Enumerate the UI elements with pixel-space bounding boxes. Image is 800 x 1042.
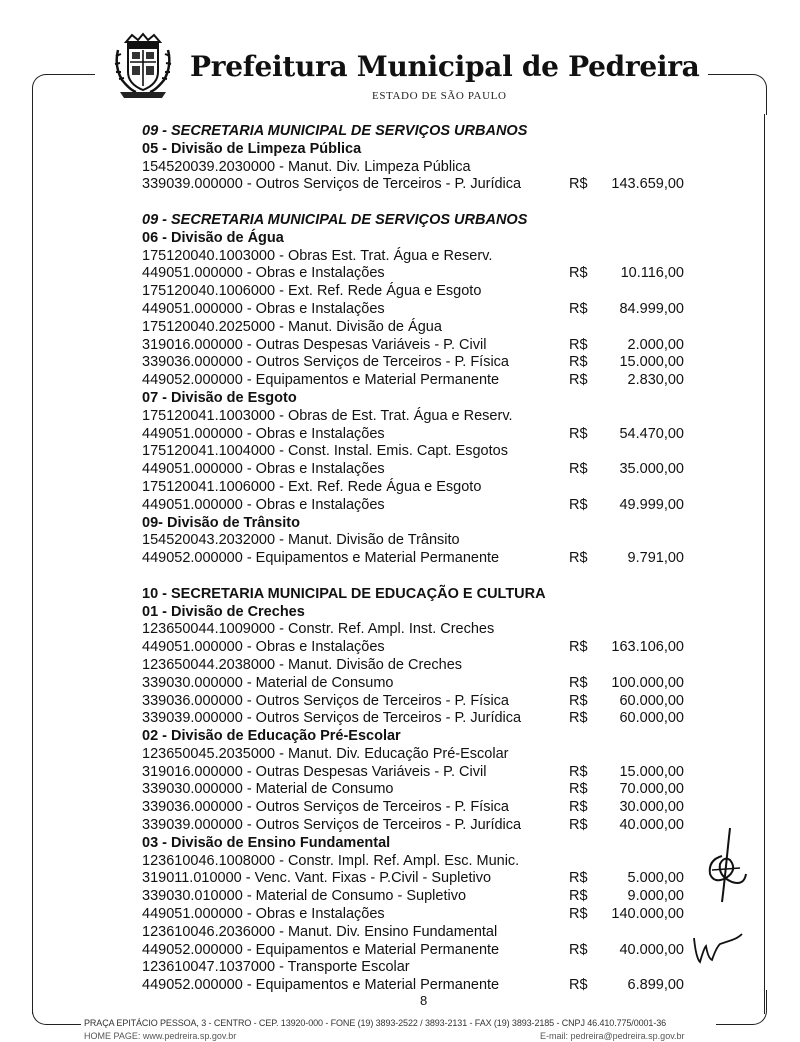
line-amount: 35.000,00	[619, 461, 684, 478]
line-text: 449052.000000 - Equipamentos e Material Permanente	[142, 977, 500, 994]
frame-corner-top-left	[32, 74, 95, 115]
budget-line	[142, 283, 702, 301]
budget-line	[142, 764, 702, 782]
line-text: 319016.000000 - Outras Despesas Variáveis - P. Civil	[142, 336, 487, 353]
handwritten-signature-icon	[700, 826, 748, 906]
line-text: 06 - Divisão de Água	[142, 229, 284, 246]
currency-symbol: R$	[569, 336, 588, 353]
line-text: 175120041.1004000 - Const. Instal. Emis. Capt. Esgotos	[142, 443, 508, 460]
line-amount: 15.000,00	[619, 354, 684, 371]
budget-line	[142, 621, 702, 639]
division-heading	[142, 230, 702, 248]
line-text: 449052.000000 - Equipamentos e Material Permanente	[142, 372, 500, 389]
budget-line	[142, 781, 702, 799]
currency-symbol: R$	[569, 674, 588, 691]
line-amount: 40.000,00	[619, 817, 684, 834]
currency-symbol: R$	[569, 763, 588, 780]
line-amount: 9.791,00	[627, 550, 684, 567]
budget-line	[142, 942, 702, 960]
secretariat-heading	[142, 212, 702, 230]
line-text: 123650044.2038000 - Manut. Divisão de Creches	[142, 656, 463, 673]
budget-line	[142, 443, 702, 461]
line-amount: 163.106,00	[611, 639, 684, 656]
line-amount: 40.000,00	[619, 941, 684, 958]
line-text: 175120040.2025000 - Manut. Divisão de Água	[142, 318, 442, 335]
currency-symbol: R$	[569, 870, 588, 887]
frame-right-border	[764, 114, 765, 1014]
line-text: 175120041.1006000 - Ext. Ref. Rede Água e Esgoto	[142, 478, 482, 495]
page-number: 8	[420, 993, 428, 1008]
budget-line	[142, 248, 702, 266]
currency-symbol: R$	[569, 372, 588, 389]
currency-symbol: R$	[569, 496, 588, 513]
budget-line	[142, 746, 702, 764]
budget-line	[142, 532, 702, 550]
line-amount: 140.000,00	[611, 906, 684, 923]
footer-address: PRAÇA EPITÁCIO PESSOA, 3 - CENTRO - CEP. 13920-000 - FONE (19) 3893-2522 / 3893-2131 - FAX (19) 3893-2185 - CNPJ 46.410.775/0001-36	[84, 1018, 667, 1028]
line-text: 154520043.2032000 - Manut. Divisão de Trânsito	[142, 532, 460, 549]
currency-symbol: R$	[569, 265, 588, 282]
line-text: 339030.010000 - Material de Consumo - Supletivo	[142, 888, 467, 905]
budget-line	[142, 337, 702, 355]
line-text: 449051.000000 - Obras e Instalações	[142, 300, 385, 317]
currency-symbol: R$	[569, 461, 588, 478]
secretariat-heading	[142, 123, 702, 141]
currency-symbol: R$	[569, 781, 588, 798]
currency-symbol: R$	[569, 799, 588, 816]
municipal-crest-icon	[112, 32, 174, 100]
spacer	[142, 194, 702, 212]
currency-symbol: R$	[569, 888, 588, 905]
line-text: 449051.000000 - Obras e Instalações	[142, 496, 385, 513]
currency-symbol: R$	[569, 176, 588, 193]
line-text: 319011.010000 - Venc. Vant. Fixas - P.Civil - Supletivo	[142, 870, 492, 887]
line-amount: 30.000,00	[619, 799, 684, 816]
secretariat-heading	[142, 586, 702, 604]
budget-line	[142, 853, 702, 871]
line-text: 339030.000000 - Material de Consumo	[142, 781, 394, 798]
line-text: 449051.000000 - Obras e Instalações	[142, 265, 385, 282]
handwritten-initials-icon	[690, 928, 744, 968]
division-heading	[142, 390, 702, 408]
division-heading	[142, 515, 702, 533]
line-text: 123650045.2035000 - Manut. Div. Educação Pré-Escolar	[142, 745, 509, 762]
line-text: 123650044.1009000 - Constr. Ref. Ampl. Inst. Creches	[142, 621, 495, 638]
budget-line	[142, 497, 702, 515]
line-amount: 60.000,00	[619, 710, 684, 727]
budget-line	[142, 906, 702, 924]
line-amount: 6.899,00	[627, 977, 684, 994]
currency-symbol: R$	[569, 692, 588, 709]
line-text: 339036.000000 - Outros Serviços de Terceiros - P. Física	[142, 799, 509, 816]
budget-line	[142, 924, 702, 942]
footer-homepage: HOME PAGE: www.pedreira.sp.gov.br	[84, 1031, 237, 1041]
frame-corner-bottom-left	[32, 990, 81, 1025]
line-amount: 84.999,00	[619, 300, 684, 317]
budget-line	[142, 372, 702, 390]
line-text: 175120040.1006000 - Ext. Ref. Rede Água e Esgoto	[142, 283, 482, 300]
page-subtitle: ESTADO DE SÃO PAULO	[372, 90, 507, 102]
line-text: 01 - Divisão de Creches	[142, 603, 305, 620]
currency-symbol: R$	[569, 977, 588, 994]
frame-left-border	[32, 114, 33, 1014]
line-text: 449051.000000 - Obras e Instalações	[142, 461, 385, 478]
line-text: 123610046.1008000 - Constr. Impl. Ref. Ampl. Esc. Munic.	[142, 852, 520, 869]
division-heading	[142, 141, 702, 159]
line-text: 339039.000000 - Outros Serviços de Terceiros - P. Jurídica	[142, 710, 522, 727]
line-text: 339039.000000 - Outros Serviços de Terceiros - P. Jurídica	[142, 176, 522, 193]
line-amount: 49.999,00	[619, 496, 684, 513]
budget-line	[142, 799, 702, 817]
footer-email: E-mail: pedreira@pedreira.sp.gov.br	[540, 1031, 685, 1041]
currency-symbol: R$	[569, 354, 588, 371]
currency-symbol: R$	[569, 639, 588, 656]
line-text: 10 - SECRETARIA MUNICIPAL DE EDUCAÇÃO E CULTURA	[142, 585, 546, 602]
budget-line	[142, 657, 702, 675]
frame-corner-bottom-right	[716, 990, 767, 1025]
line-text: 319016.000000 - Outras Despesas Variáveis - P. Civil	[142, 763, 487, 780]
line-text: 09- Divisão de Trânsito	[142, 514, 300, 531]
division-heading	[142, 728, 702, 746]
currency-symbol: R$	[569, 906, 588, 923]
spacer	[142, 568, 702, 586]
budget-line	[142, 550, 702, 568]
line-amount: 2.000,00	[627, 336, 684, 353]
line-text: 09 - SECRETARIA MUNICIPAL DE SERVIÇOS URBANOS	[142, 211, 528, 228]
line-text: 09 - SECRETARIA MUNICIPAL DE SERVIÇOS URBANOS	[142, 123, 528, 139]
line-text: 449051.000000 - Obras e Instalações	[142, 906, 385, 923]
line-text: 03 - Divisão de Ensino Fundamental	[142, 834, 391, 851]
budget-line	[142, 426, 702, 444]
line-text: 449051.000000 - Obras e Instalações	[142, 639, 385, 656]
line-text: 449052.000000 - Equipamentos e Material Permanente	[142, 941, 500, 958]
line-text: 123610046.2036000 - Manut. Div. Ensino Fundamental	[142, 923, 498, 940]
budget-line	[142, 301, 702, 319]
budget-line	[142, 319, 702, 337]
line-text: 449051.000000 - Obras e Instalações	[142, 425, 385, 442]
line-text: 07 - Divisão de Esgoto	[142, 389, 297, 406]
line-text: 02 - Divisão de Educação Pré-Escolar	[142, 728, 401, 745]
line-text: 175120040.1003000 - Obras Est. Trat. Água e Reserv.	[142, 247, 493, 264]
division-heading	[142, 604, 702, 622]
budget-line	[142, 265, 702, 283]
line-amount: 9.000,00	[627, 888, 684, 905]
budget-line	[142, 817, 702, 835]
budget-line	[142, 888, 702, 906]
division-heading	[142, 835, 702, 853]
currency-symbol: R$	[569, 300, 588, 317]
line-text: 339036.000000 - Outros Serviços de Terceiros - P. Física	[142, 354, 509, 371]
line-text: 339039.000000 - Outros Serviços de Terceiros - P. Jurídica	[142, 817, 522, 834]
line-amount: 143.659,00	[611, 176, 684, 193]
budget-line	[142, 354, 702, 372]
line-text: 339036.000000 - Outros Serviços de Terceiros - P. Física	[142, 692, 509, 709]
budget-listing	[142, 123, 702, 995]
page-title: Prefeitura Municipal de Pedreira	[190, 50, 700, 83]
budget-line	[142, 959, 702, 977]
frame-corner-top-right	[708, 74, 767, 115]
line-amount: 15.000,00	[619, 763, 684, 780]
line-amount: 70.000,00	[619, 781, 684, 798]
line-text: 05 - Divisão de Limpeza Pública	[142, 140, 362, 157]
budget-line	[142, 408, 702, 426]
budget-line	[142, 675, 702, 693]
line-text: 123610047.1037000 - Transporte Escolar	[142, 959, 410, 976]
line-text: 154520039.2030000 - Manut. Div. Limpeza Pública	[142, 158, 471, 175]
currency-symbol: R$	[569, 817, 588, 834]
line-amount: 10.116,00	[620, 265, 684, 282]
budget-line	[142, 461, 702, 479]
budget-line	[142, 870, 702, 888]
budget-line	[142, 176, 702, 194]
line-amount: 100.000,00	[611, 674, 684, 691]
budget-line	[142, 710, 702, 728]
line-amount: 54.470,00	[619, 425, 684, 442]
line-text: 339030.000000 - Material de Consumo	[142, 674, 394, 691]
line-text: 449052.000000 - Equipamentos e Material Permanente	[142, 550, 500, 567]
line-amount: 2.830,00	[627, 372, 684, 389]
line-amount: 60.000,00	[619, 692, 684, 709]
currency-symbol: R$	[569, 941, 588, 958]
currency-symbol: R$	[569, 425, 588, 442]
currency-symbol: R$	[569, 710, 588, 727]
line-text: 175120041.1003000 - Obras de Est. Trat. Água e Reserv.	[142, 407, 513, 424]
line-amount: 5.000,00	[627, 870, 684, 887]
budget-line	[142, 479, 702, 497]
currency-symbol: R$	[569, 550, 588, 567]
budget-line	[142, 693, 702, 711]
budget-line	[142, 639, 702, 657]
budget-line	[142, 159, 702, 177]
